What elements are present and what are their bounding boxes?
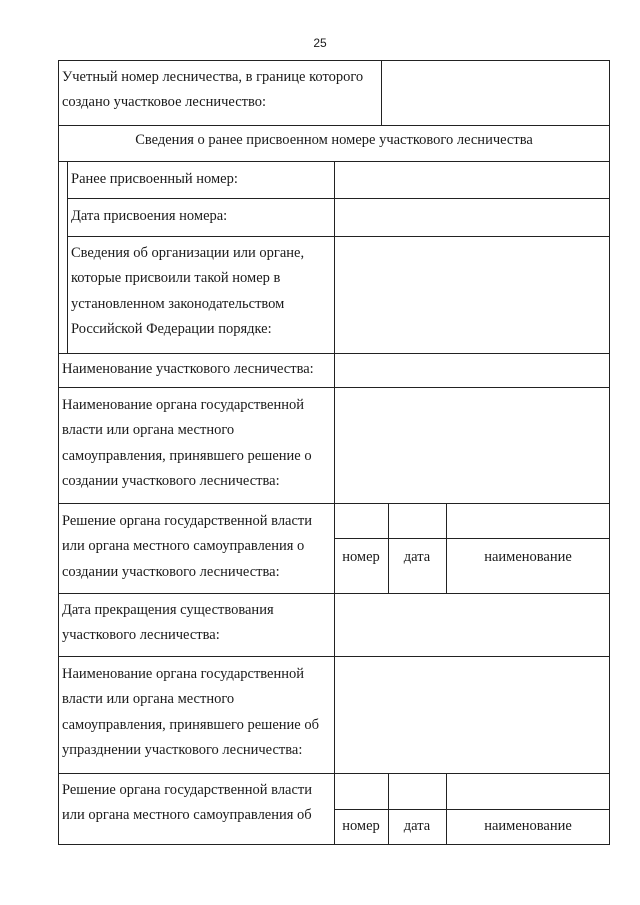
creating-body-label: Наименование органа государственной власти или органа местного самоуправления, принявшего решение о создании участкового лесничества: (62, 397, 312, 490)
creation-name-value[interactable] (447, 504, 609, 538)
forestry-registration-form (58, 60, 610, 845)
abolition-date-column: дата (403, 818, 431, 834)
table-border (58, 60, 59, 845)
abolition-name-column: наименование (484, 818, 572, 834)
abolishing-body-label: Наименование органа государственной власти или органа местного самоуправления, принявшего решение об упразднении участкового лесничества: (62, 666, 319, 759)
abolishing-body-value[interactable] (335, 657, 609, 773)
assign-date-value[interactable] (335, 199, 609, 236)
termination-date-label: Дата прекращения существования участкового лесничества: (62, 602, 274, 644)
prev-number-section-header: Сведения о ранее присвоенном номере участкового лесничества (135, 132, 533, 148)
abolition-number-value[interactable] (335, 774, 388, 809)
assign-date-label: Дата присвоения номера: (71, 208, 228, 224)
table-border (609, 60, 610, 845)
row-divider (334, 809, 610, 810)
page-number: 25 (313, 36, 327, 50)
creating-body-value[interactable] (335, 388, 609, 503)
row-divider (58, 125, 610, 126)
creation-date-value[interactable] (389, 504, 446, 538)
assign-org-value[interactable] (335, 237, 609, 353)
prev-number-value[interactable] (335, 162, 609, 198)
prev-number-label: Ранее присвоенный номер: (71, 171, 238, 187)
forestry-number-label: Учетный номер лесничества, в границе которого создано участковое лесничество: (62, 69, 364, 111)
indent-border (67, 161, 68, 353)
row-divider (334, 538, 610, 539)
name-value[interactable] (335, 354, 609, 387)
termination-date-value[interactable] (335, 594, 609, 656)
creation-date-column: дата (403, 549, 431, 565)
name-label: Наименование участкового лесничества: (62, 361, 314, 377)
creation-name-column: наименование (484, 549, 572, 565)
assign-org-label: Сведения об организации или органе, которые присвоили такой номер в установленном законодательством Российской Федерации порядке: (71, 245, 305, 338)
creation-number-value[interactable] (335, 504, 388, 538)
abolition-number-column: номер (342, 818, 380, 834)
abolition-decision-label: Решение органа государственной власти или органа местного самоуправления об (62, 782, 313, 824)
abolition-date-value[interactable] (389, 774, 446, 809)
forestry-number-value[interactable] (382, 61, 609, 125)
abolition-name-value[interactable] (447, 774, 609, 809)
creation-decision-label: Решение органа государственной власти или органа местного самоуправления о создании участкового лесничества: (62, 513, 313, 580)
creation-number-column: номер (342, 549, 380, 565)
